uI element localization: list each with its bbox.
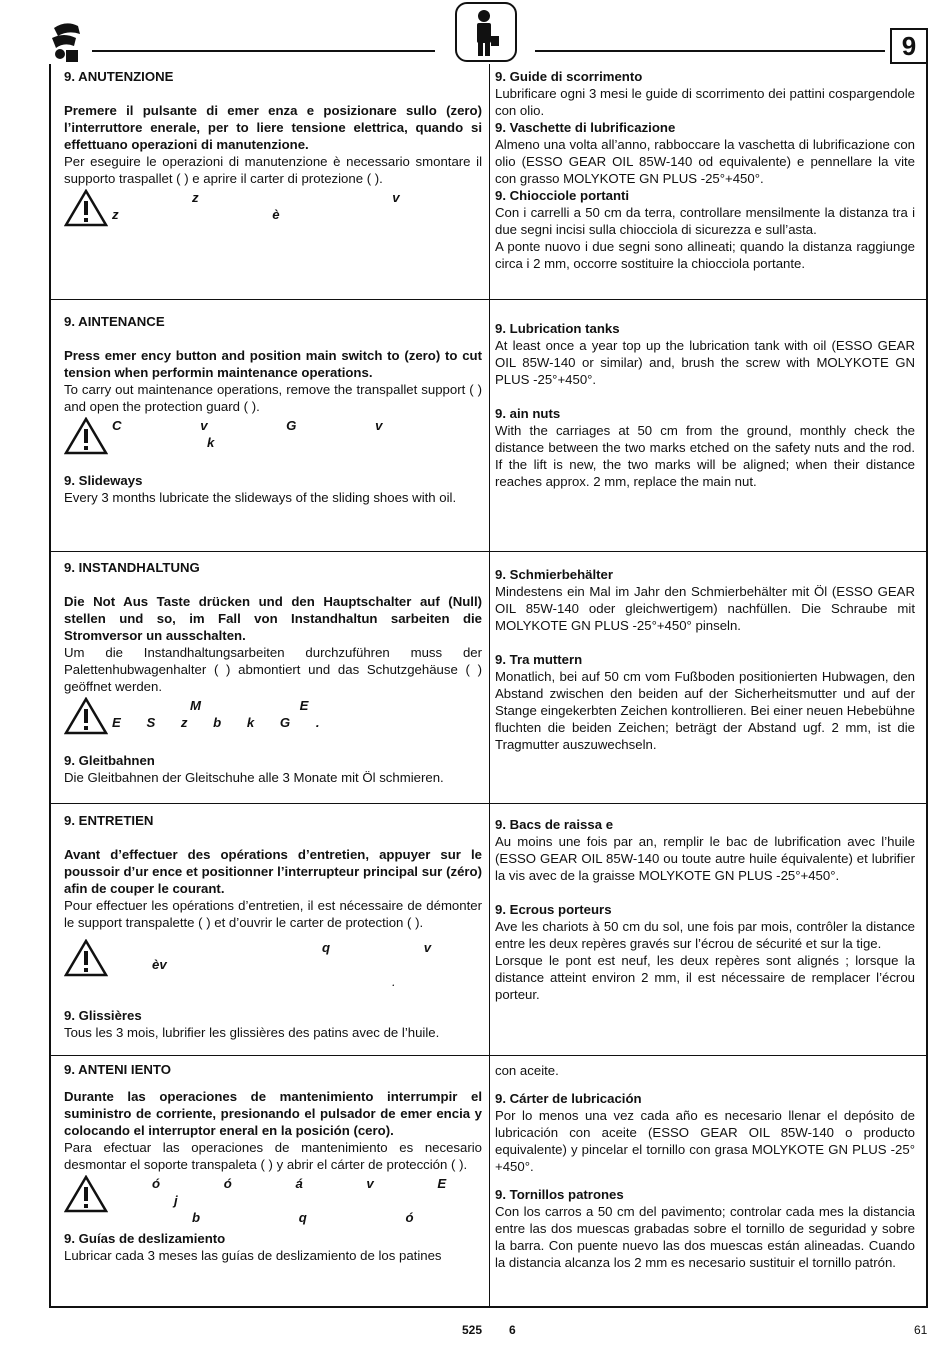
warning-triangle-icon (64, 417, 108, 455)
section-divider-de-fr (49, 803, 928, 804)
subsection-title: 9. Cárter de lubricación (495, 1091, 642, 1106)
subsection-title: 9. Glissières (64, 1008, 142, 1023)
warning-block (64, 939, 482, 990)
warning-text: E S z b k G . (112, 715, 320, 730)
body-text: Mindestens ein Mal im Jahr den Schmierbehälter mit Öl (ESSO GEAR OIL 85W-140 oder gleichwertigem) nachfüllen. Die Schraube mit MOLYKOTE GN PLUS -25°+450° pinseln. (495, 584, 915, 633)
warning-text: èv (152, 957, 167, 972)
page-number: 61 (914, 1323, 928, 1337)
safety-instruction: Durante las operaciones de mantenimiento interrumpir el suministro de corriente, presionando el pulsador de emer encia y colocando el interruptor eneral en la posición (cero). (64, 1089, 482, 1138)
chapter-number-badge: 9 (890, 28, 928, 64)
body-text: Um die Instandhaltungsarbeiten durchzuführen muss der Palettenhubwagenhalter ( ) abmontiert und das Schutzgehäuse ( ) geöffnet werden. (64, 645, 482, 694)
section-en-left (64, 313, 482, 506)
section-divider-en-de (49, 551, 928, 552)
body-text: Con i carrelli a 50 cm da terra, controllare mensilmente la distanza tra i due segni incisi sulla chiocciola di sicurezza e sull’asta. (495, 205, 915, 237)
person-icon (457, 4, 515, 60)
warning-text: b q ó (192, 1210, 414, 1225)
warning-text: k (207, 435, 215, 450)
section-es-left (64, 1061, 482, 1264)
body-text: Por lo menos una vez cada año es necesario llenar el depósito de lubricación con aceite (ESSO GEAR OIL 85W-140 o producto equivalente) y pincelar el tornillo con grasa MOLYKOTE GN PLUS -25°+450°. (495, 1108, 915, 1174)
body-text: At least once a year top up the lubrication tank with oil (ESSO GEAR OIL 85W-140 or similar) and, brush the screw with MOLYKOTE GN PLUS -25°+450°. (495, 338, 915, 387)
subsection-title: 9. Tra muttern (495, 652, 583, 667)
footer-variant: 6 (509, 1323, 516, 1337)
warning-text: z è (112, 207, 280, 222)
body-text: Con los carros a 50 cm del pavimento; controlar cada mes la distancia entre las dos muescas grabadas sobre el tornillo de seguridad y sobre la barra. Con puente nuevo las dos muescas están alineadas. Cuando la distancia alcanza los 2 mm es necesario sustituir el tornillo patrón. (495, 1204, 915, 1270)
section-fr-right (495, 816, 915, 1003)
body-text: Au moins une fois par an, remplir le bac de lubrification avec l’huile (ESSO GEAR OIL 85W-140 ou toute autre huile équivalente) et lubrifier la vis avec de la graisse MOLYKOTE GN PLUS -25°+450°. (495, 834, 915, 883)
subsection-title: 9. Chiocciole portanti (495, 188, 630, 203)
warning-block (64, 189, 482, 227)
section-fr-left (64, 812, 482, 1041)
section-de-left (64, 559, 482, 786)
subsection-title: 9. Vaschette di lubrificazione (495, 120, 676, 135)
warning-text: j (174, 1193, 178, 1208)
subsection-title: 9. Tornillos patrones (495, 1187, 624, 1202)
section-title: 9. AINTENANCE (64, 314, 165, 329)
body-text: con aceite. (495, 1063, 559, 1078)
section-title: 9. ANTENI IENTO (64, 1062, 171, 1077)
subsection-title: 9. Gleitbahnen (64, 753, 155, 768)
subsection-title: 9. ain nuts (495, 406, 561, 421)
subsection-title: 9. Guide di scorrimento (495, 69, 643, 84)
warning-text: q v (322, 940, 432, 955)
section-en-right (495, 320, 915, 490)
operator-icon-box (455, 2, 517, 62)
header-rule-right (535, 50, 885, 52)
warning-text: z v (192, 190, 400, 205)
body-text: Pour effectuer les opérations d’entretien, il est nécessaire de démonter le support transpalette ( ) et d’ouvrir le carter de protection ( ). (64, 898, 482, 930)
warning-triangle-icon (64, 939, 108, 977)
section-divider-it-en (49, 299, 928, 300)
safety-instruction: Press emer ency button and position main switch to (zero) to cut tension when performin maintenance operations. (64, 348, 482, 380)
warning-text: M E (190, 698, 309, 713)
manufacturer-logo-icon (46, 20, 86, 64)
section-divider-fr-es (49, 1055, 928, 1056)
subsection-title: 9. Guías de deslizamiento (64, 1231, 226, 1246)
warning-block (64, 417, 482, 455)
body-text: A ponte nuovo i due segni sono allineati; quando la distanza raggiunge circa i 2 mm, occorre sostituire la chiocciola portante. (495, 239, 915, 271)
body-text: To carry out maintenance operations, remove the transpallet support ( ) and open the protection guard ( ). (64, 382, 482, 414)
section-title: 9. ANUTENZIONE (64, 69, 174, 84)
section-title: 9. INSTANDHALTUNG (64, 560, 200, 575)
subsection-title: 9. Lubrication tanks (495, 321, 620, 336)
header-rule-left (92, 50, 435, 52)
warning-triangle-icon (64, 1175, 108, 1213)
body-text: Per eseguire le operazioni di manutenzione è necessario smontare il supporto traspallet ( ) e aprire il carter di protezione ( ). (64, 154, 482, 186)
footer-model: 525 (462, 1323, 483, 1337)
warning-block (64, 1175, 482, 1226)
body-text: Almeno una volta all’anno, rabboccare la vaschetta di lubrificazione con olio (ESSO GEAR OIL 85W-140 od equivalente) e pennellare la vite con grasso MOLYKOTE GN PLUS -25°+450°. (495, 137, 915, 186)
subsection-title: 9. Ecrous porteurs (495, 902, 612, 917)
safety-instruction: Premere il pulsante di emer enza e posizionare sullo (zero) l’interruttore enerale, per to liere tensione elettrica, quando si effettuano operazioni di manutenzione. (64, 103, 482, 152)
body-text: Die Gleitbahnen der Gleitschuhe alle 3 Monate mit Öl schmieren. (64, 770, 444, 785)
warning-text: C v G v (112, 418, 383, 433)
section-it-right (495, 68, 915, 272)
section-title: 9. ENTRETIEN (64, 813, 154, 828)
warning-block (64, 697, 482, 735)
body-text: Lubrificare ogni 3 mesi le guide di scorrimento dei pattini cospargendole con olio. (495, 86, 915, 118)
warning-text: . (392, 974, 396, 989)
body-text: Tous les 3 mois, lubrifier les glissières des patins avec de l’huile. (64, 1025, 440, 1040)
warning-text: ó ó á v E (152, 1176, 447, 1191)
subsection-title: 9. Slideways (64, 473, 143, 488)
body-text: With the carriages at 50 cm from the ground, monthly check the distance between the two marks etched on the safety nuts and the rod. If the lift is new, the two marks will be aligned; when their distance reaches approx. 2 mm, replace the main nut. (495, 423, 915, 489)
body-text: Monatlich, bei auf 50 cm vom Fußboden positionierten Hubwagen, den Abstand zwischen den beiden auf der Sicherheitsmutter und auf der Stange eingekerbten Zeichen kontrollieren. Bei einer neuen Hebebühne fluchten die beiden Zeichen; beträgt der Abstand ugf. 2 mm, ist die Tragmutter auszuwechseln. (495, 669, 915, 752)
body-text: Lorsque le pont est neuf, les deux repères sont alignés ; lorsque la distance atteint environ 2 mm, il est nécessaire de remplacer l’écrou porteur. (495, 953, 915, 1002)
safety-instruction: Die Not Aus Taste drücken und den Hauptschalter auf (Null) stellen und so, im Fall von Instandhaltun sarbeiten die Stromversor un ausschalten. (64, 594, 482, 643)
section-de-right (495, 566, 915, 753)
subsection-title: 9. Schmierbehälter (495, 567, 614, 582)
body-text: Ave les chariots à 50 cm du sol, une fois par mois, contrôler la distance entre les deux repères gravés sur l’écrou de sécurité et sur la tige. (495, 919, 915, 951)
safety-instruction: Avant d’effectuer des opérations d’entretien, appuyer sur le poussoir d’ur ence et positionner l’interrupteur principal sur (zéro) afin de couper le courant. (64, 847, 482, 896)
body-text: Para efectuar las operaciones de mantenimiento es necesario desmontar el soporte transpaleta ( ) y abrir el cárter de protección ( ). (64, 1140, 482, 1172)
body-text: Every 3 months lubricate the slideways of the sliding shoes with oil. (64, 490, 457, 505)
section-it-left (64, 68, 482, 227)
warning-triangle-icon (64, 189, 108, 227)
column-divider (489, 64, 490, 1308)
subsection-title: 9. Bacs de raissa e (495, 817, 614, 832)
warning-triangle-icon (64, 697, 108, 735)
section-es-right (495, 1062, 915, 1271)
body-text: Lubricar cada 3 meses las guías de deslizamiento de los patines (64, 1248, 442, 1263)
